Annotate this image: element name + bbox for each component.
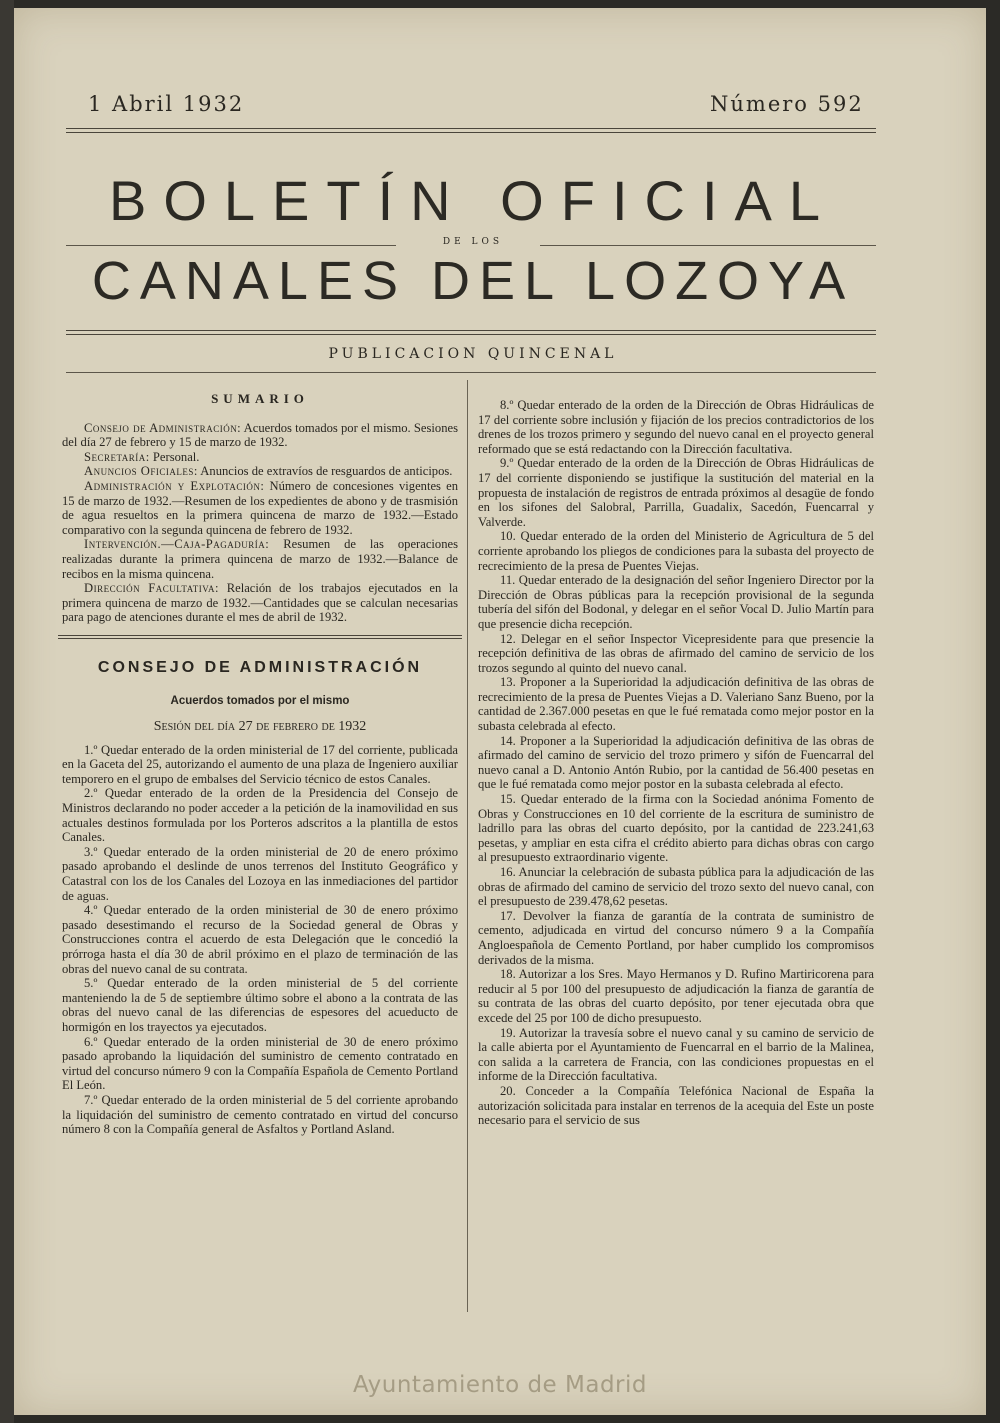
agreement-paragraph: 15. Quedar enterado de la firma con la Sociedad anónima Fomento de Obras y Construcciones en 10 del corriente de la escritura de suministro de ladrillo para las obras del cuarto depósito, por la cantidad de 223.241,63 pesetas, y ampliar en esta cifra el crédito abierto para dichas obras con cargo al presupuesto extraordinario vigente. [478,792,874,865]
sumario-item [62,450,458,465]
book-spine [0,0,14,1423]
agreement-paragraph: 18. Autorizar a los Sres. Mayo Hermanos y D. Rufino Martiricorena para reducir al 5 por 100 del presupuesto de adjudicación la fianza de garantía de su contrata de las obras del cuarto depósito, por tener ejecutada obra que excede del 25 por 100 de dicho presupuesto. [478,967,874,1025]
title-line-2: CANALES DEL LOZOYA [91,251,855,311]
agreement-paragraph: 3.º Quedar enterado de la orden ministerial de 20 de enero próximo pasado aprobando el deslinde de unos terrenos del Instituto Geográfico y Catastral con los de los Canales del Lozoya en las inmediaciones del partidor de aguas. [62,844,458,903]
agreement-paragraph: 7.º Quedar enterado de la orden ministerial de 5 del corriente aprobando la liquidación del suministro de cemento contratado en virtud del concurso número 8 con la Compañía general de Asfaltos y Portland Asland. [62,1092,458,1137]
left-column [62,390,458,1137]
sumario-item [62,464,458,479]
sumario-item-label: Anuncios Oficiales: [84,464,198,479]
sumario-item-label: Secretaría: [84,449,150,464]
agreement-paragraph: 5.º Quedar enterado de la orden ministerial de 5 del corriente manteniendo la de 5 de septiembre último sobre el abono a la contrata de las obras del nuevo canal de las diferencias de espesores del acueducto de hormigón en los trayectos ya ejecutados. [62,976,458,1034]
header-rule [66,128,876,133]
consejo-heading: CONSEJO DE ADMINISTRACIÓN [97,658,423,676]
session-title: Sesión del día 27 de febrero de 1932 [153,719,367,735]
agreement-paragraph: 17. Devolver la fianza de garantía de la contrata de suministro de cemento, adjudicada en virtud del concurso número 9 a la Compañía Angloespañola de Cemento Portland, por haber cumplido los compromisos derivados de la misma. [478,908,874,967]
agreement-paragraph: 1.º Quedar enterado de la orden ministerial de 17 del corriente, publicada en la Gaceta del 25, autorizando el aumento de una plaza de Ingeniero auxiliar temporero en el grupo de embalses del Servicio técnico de estos Canales. [62,742,458,786]
agreement-paragraph: 16. Anunciar la celebración de subasta pública para la adjudicación de las obras de afirmado del camino de servicio del trozo sexto del nuevo canal, con el presupuesto de 239.478,62 pesetas. [478,865,874,909]
agreement-paragraph: 13. Proponer a la Superioridad la adjudicación definitiva de las obras de recrecimiento de la presa de Puentes Viejas a D. Valeriano Sanz Bueno, por la cantidad de 2.367.000 pesetas en que le fué rematada como mejor postor en la subasta celebrada al efecto. [478,675,874,734]
column-divider [467,380,468,1312]
sumario-item-text: Relación de los trabajos ejecutados en la primera quincena de marzo de 1932.—Cantidades que se calculan necesarias para pago de atenciones durante el mes de abril de 1932. [62,581,458,625]
sumario-item-text: Resumen de las operaciones realizadas durante la primera quincena de marzo de 1932.—Balance de recibos en la misma quincena. [62,537,458,581]
sumario-item-label: Consejo de Administración: [84,420,242,435]
agreement-paragraph: 6.º Quedar enterado de la orden ministerial de 30 de enero próximo pasado aprobando la liquidación del suministro de cemento contratado en virtud del concurso número 9 con la Compañía Española de Cemento Portland El León. [62,1034,458,1093]
agreement-paragraph: 9.º Quedar enterado de la orden de la Dirección de Obras Hidráulicas de 17 del corriente disponiendo se justifique la sustitución del material en la propuesta de instalación de registros de entrada próximos al desagüe de fondo en los sifones del Salobral, Parrilla, Guadalix, Sacedón, Fuencarral y Valverde. [478,456,874,529]
title-rule [66,330,876,335]
subtitle-rule [66,372,876,373]
agreement-paragraph: 10. Quedar enterado de la orden del Ministerio de Agricultura de 5 del corriente aprobando los pliegos de condiciones para la subasta del proyecto de recrecimiento de la presa de Puentes Viejas. [478,529,874,573]
watermark: Ayuntamiento de Madrid [352,1372,648,1398]
agreement-paragraph: 20. Conceder a la Compañía Telefónica Nacional de España la autorización solicitada para instalar en terrenos de la acequia del Este un poste necesario para el servicio de sus [478,1083,874,1128]
sumario-item-text: Acuerdos tomados por el mismo. Sesiones del día 27 de febrero y 15 de marzo de 1932. [62,420,458,450]
sumario-item [62,421,458,450]
sumario-item-label: Intervención.—Caja-Pagaduría: [84,537,270,552]
left-agreements [62,743,458,1137]
agreement-paragraph: 8.º Quedar enterado de la orden de la Dirección de Obras Hidráulicas de 17 del corriente sobre inclusión y fijación de los precios contradictorios de los drenes de los trozos primero y segundo del nuevo canal en el proyecto general reformado que se está redactando con la Dirección facultativa. [478,398,874,456]
sumario-item-label: Dirección Facultativa: [84,581,220,596]
agreement-paragraph: 4.º Quedar enterado de la orden ministerial de 30 de enero próximo pasado desestimando el recurso de la Sociedad general de Obras y Construcciones contra el acuerdo de esta Delegación que le concedió la prórroga hasta el día 30 de abril próximo en el plazo de terminación de las obras del nuevo canal de su contrata. [62,903,458,976]
right-column [478,398,874,1128]
sumario-item [62,537,458,581]
sumario-item-label: Administración y Explotación: [84,478,265,493]
sumario-item-text: Personal. [149,449,200,464]
sumario-item [62,581,458,625]
sumario-item-text: Anuncios de extravíos de resguardos de anticipos. [197,464,453,479]
agreement-paragraph: 2.º Quedar enterado de la orden de la Presidencia del Consejo de Ministros declarando no poder acceder a la petición de la inamovilidad en sus actuales destinos formulada por los Porteros adscritos a la plantilla de estos Canales. [62,786,458,845]
publication-frequency: PUBLICACION QUINCENAL [328,346,618,362]
agreement-paragraph: 14. Proponer a la Superioridad la adjudicación definitiva de las obras de afirmado del camino de servicio del trozo primero y sifón de Fuencarral del nuevo canal a D. Antonio Antón Rubio, por la cantidad de 56.400 pesetas en que le fué rematada como mejor postor en la subasta celebrada al efecto. [478,733,874,792]
sumario-heading: SUMARIO [211,391,309,406]
section-separator [58,635,462,639]
sumario-list [62,421,458,625]
sumario-item-text: Número de concesiones vigentes en 15 de marzo de 1932.—Resumen de los expedientes de abono y de trasmisión de agua resueltos en la primera quincena de marzo de 1932.—Estado comparativo con la segunda quincena de febrero de 1932. [62,478,458,537]
right-agreements [478,398,874,1128]
issue-number: Número 592 [710,92,864,116]
title-line-1: BOLETÍN OFICIAL [109,169,837,232]
sumario-item [62,479,458,537]
agreement-paragraph: 19. Autorizar la travesía sobre el nuevo canal y su camino de servicio de la calle abierta por el Ayuntamiento de Fuencarral en el barrio de la Malinea, con salida a la carretera de Francia, con las condiciones propuestas en el informe de la Dirección facultativa. [478,1025,874,1084]
issue-date: 1 Abril 1932 [88,92,245,116]
consejo-subheading: Acuerdos tomados por el mismo [170,694,350,707]
agreement-paragraph: 11. Quedar enterado de la designación del señor Ingeniero Director por la Dirección de Obras públicas para la recepción provisional de la segunda tubería del sifón del Bodonal, y delegar en el señor Vocal D. Julio Martín para que presencie dicha recepción. [478,573,874,631]
title-connector: DE LOS [442,237,504,247]
agreement-paragraph: 12. Delegar en el señor Inspector Vicepresidente para que presencie la recepción definitiva de las obras de afirmado del camino de servicio de los trozos segundo al quinto del nuevo canal. [478,631,874,675]
